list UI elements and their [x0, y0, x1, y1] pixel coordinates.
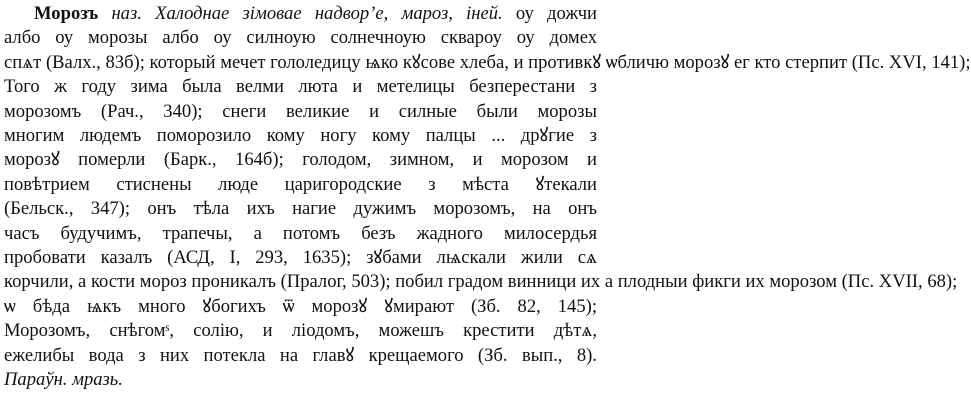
entry-line-9	[4, 197, 597, 221]
entry-line-16	[4, 368, 597, 392]
line-text-5: морозомъ (Рач., 340); снеги великие и силные были морозы	[4, 100, 597, 122]
entry-line-4	[4, 75, 597, 99]
line-text-7: морозꙋ померли (Барк., 164б); голодом, зимном, и морозом и	[4, 149, 597, 171]
line-text-16: Параўн. мразь.	[4, 369, 123, 391]
line-text-6: многим людемъ поморозило кому ногу кому палцы ... дрꙋгие з	[4, 125, 597, 147]
entry-line-3	[4, 51, 971, 75]
line-text-2: албо оу морозы албо оу силноую солнечноую сквароу оу домех	[4, 27, 597, 49]
line-text-1: оу дожчи	[515, 3, 598, 24]
entry-line-8	[4, 173, 597, 197]
line-text-11: пробовати казалъ (АСД, I, 293, 1635); зꙋбами лѩскали жили сѧ	[4, 247, 597, 269]
entry-line-1	[4, 2, 597, 26]
entry-line-5	[4, 100, 597, 124]
dictionary-entry	[4, 2, 971, 393]
line-text-9: (Бельск., 347); онъ тѣла ихъ нагие дужимъ морозомъ, на онъ	[4, 198, 597, 220]
line-text-8: повѣтрием стиснены люде царигородские з мѣста ꙋтекали	[4, 173, 597, 195]
entry-line-15	[4, 344, 597, 368]
line-text-13: ѡ бѣда ѩкъ много ꙋбогихъ ѿ морозꙋ ꙋмирают (Зб. 82, 145);	[4, 295, 597, 317]
entry-line-2	[4, 26, 597, 50]
entry-line-6	[4, 124, 597, 148]
entry-line-12	[4, 270, 958, 294]
gloss: наз. Халоднае зімовае надвор’е, мароз, іней.	[111, 3, 503, 24]
line-text-4: Того ж году зима была велми люта и метелицы безперестани з	[4, 76, 597, 98]
line-text-14: Морозомъ, снѣгомˢ, солію, и ліодомъ, можешъ крестити дѣтѧ,	[4, 320, 597, 342]
entry-line-7	[4, 148, 597, 172]
entry-line-13	[4, 295, 597, 319]
entry-line-11	[4, 246, 597, 270]
entry-line-10	[4, 222, 597, 246]
entry-line-14	[4, 319, 597, 343]
line-text-12: корчили, а кости мороз проникалъ (Пралог, 503); побил градом винници их а плодныи фикги их морозом (Пс. XVII, 68);	[4, 271, 958, 293]
line-text-10: часъ будучимъ, трапечы, а потомъ безъ жадного милосердья	[4, 222, 597, 244]
line-text-15: ежелибы вода з них потекла на главꙋ крещаемого (Зб. вып., 8).	[4, 344, 597, 366]
line-text-3: спѧт (Валх., 83б); который мечет гололедицу ѩко кꙋсове хлеба, и противкꙋ ѡбличю морозꙋ ег кто стерпит (Пс. XVI, 141);	[4, 51, 971, 73]
headword: Морозъ	[34, 3, 99, 24]
